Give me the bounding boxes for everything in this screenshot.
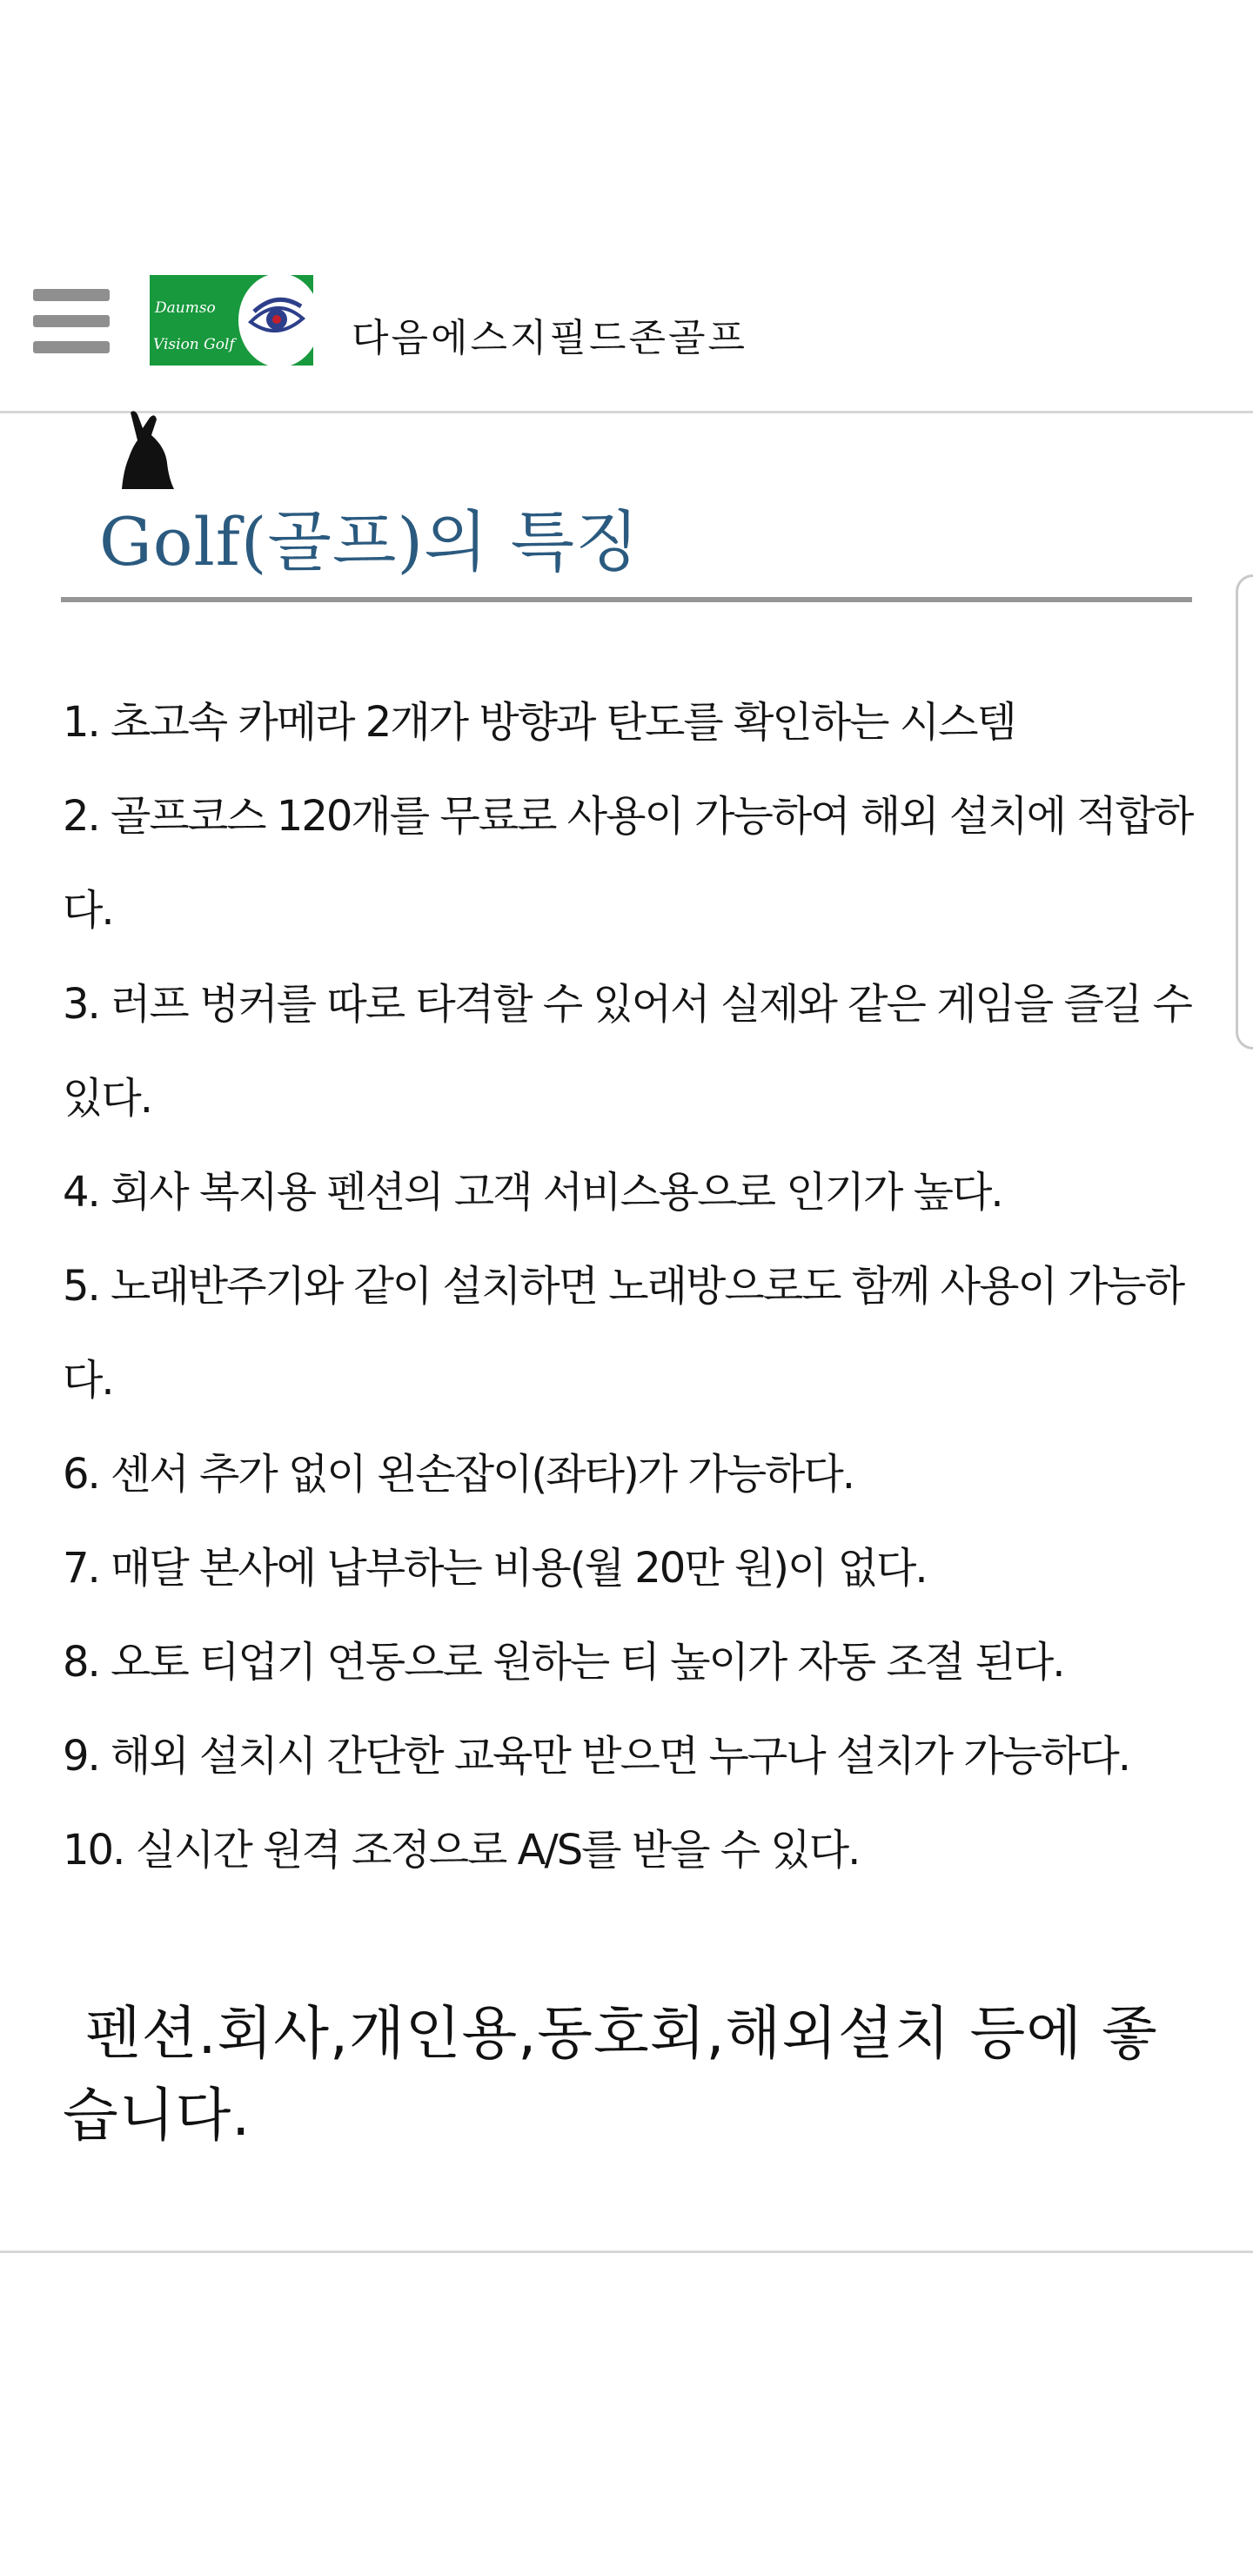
feature-item: 9. 해외 설치시 간단한 교육만 받으면 누구나 설치가 가능하다. [63,1732,1129,1781]
menu-bar [33,341,110,353]
title-divider [61,597,1192,602]
hamburger-menu-icon[interactable] [33,289,110,353]
logo-text-line1: Daumso [155,299,216,317]
closing-text: 펜션.회사,개인용,동호회,해외설치 등에 좋습니다. [63,2000,1158,2149]
feature-item: 8. 오토 티업기 연동으로 원하는 티 높이가 자동 조절 된다. [63,1638,1064,1687]
feature-item: 3. 러프 벙커를 따로 타격할 수 있어서 실제와 같은 게임을 즐길 수 있다. [63,980,1191,1123]
feature-item: 5. 노래반주기와 같이 설치하면 노래방으로도 함께 사용이 가능하다. [63,1262,1184,1405]
golfer-silhouette-icon [111,409,181,489]
feature-item: 2. 골프코스 120개를 무료로 사용이 가능하여 해외 설치에 적합하다. [63,792,1193,935]
feature-item: 6. 센서 추가 없이 왼손잡이(좌타)가 가능하다. [63,1450,854,1499]
feature-item: 1. 초고속 카메라 2개가 방향과 탄도를 확인하는 시스템 [63,698,1015,747]
feature-item: 10. 실시간 원격 조정으로 A/S를 받을 수 있다. [63,1826,860,1875]
edge-panel-handle[interactable] [1236,574,1253,1050]
site-title[interactable]: 다음에스지필드존골프 [352,316,748,360]
feature-item: 4. 회사 복지용 펜션의 고객 서비스용으로 인기가 높다. [63,1168,1002,1217]
feature-list [63,675,1194,1897]
eye-logo-graphic [238,275,313,366]
app-header [0,261,1253,413]
logo-text-line2: Vision Golf [153,336,235,353]
menu-bar [33,289,110,301]
section-title: Golf(골프)의 특징 [99,503,640,580]
eye-logo-icon [238,275,313,366]
bottom-divider [0,2251,1253,2253]
menu-bar [33,315,110,327]
feature-item: 7. 매달 본사에 납부하는 비용(월 20만 원)이 없다. [63,1544,927,1593]
site-logo[interactable] [150,275,313,366]
